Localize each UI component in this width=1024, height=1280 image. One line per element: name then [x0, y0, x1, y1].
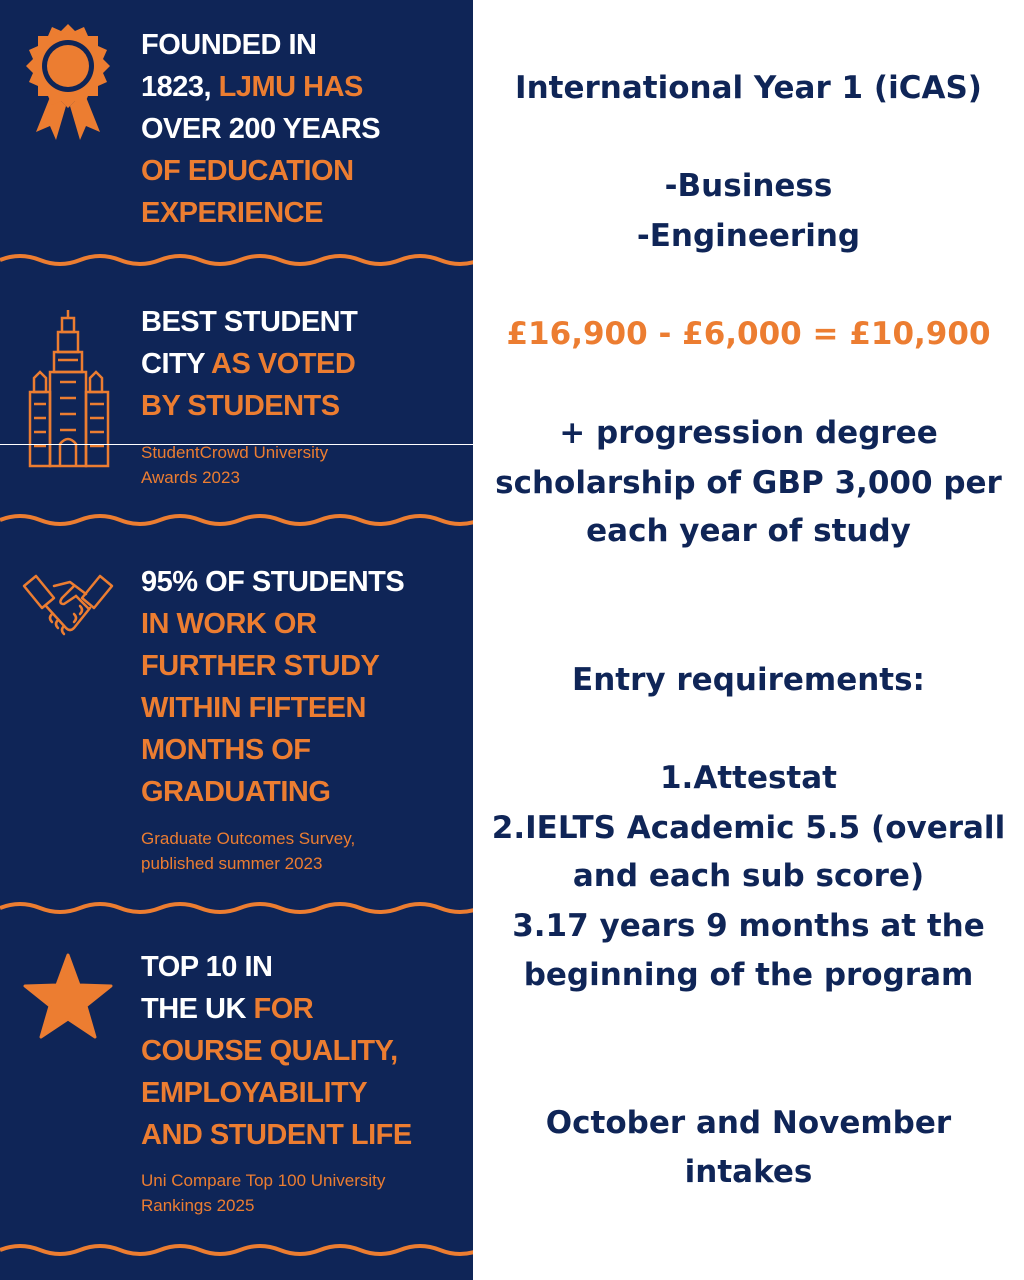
headline-line	[141, 24, 471, 66]
requirement-item: 2.IELTS Academic 5.5 (overall	[491, 810, 1006, 846]
stat-founded-headline	[141, 24, 471, 234]
headline-line	[141, 150, 471, 192]
wave-divider	[0, 512, 473, 532]
requirement-item: 3.17 years 9 months at the	[512, 908, 985, 944]
headline-line	[141, 192, 471, 234]
headline-line	[141, 729, 471, 771]
headline-line	[141, 66, 471, 108]
headline-segment: 1823,	[141, 71, 219, 103]
source-line: Uni Compare Top 100 University	[141, 1171, 386, 1190]
headline-line	[141, 385, 471, 427]
liver-building-icon	[24, 308, 114, 470]
headline-segment: OF EDUCATION	[141, 155, 354, 187]
source-line: Rankings 2025	[141, 1196, 255, 1215]
headline-segment: AND STUDENT LIFE	[141, 1119, 412, 1151]
subject-item: -Engineering	[636, 218, 861, 254]
headline-line	[141, 1072, 471, 1114]
headline-segment: FURTHER STUDY	[141, 650, 380, 682]
stat-city-headline	[141, 301, 471, 427]
headline-line	[141, 301, 471, 343]
wave-divider	[0, 1242, 473, 1262]
source-line: StudentCrowd University	[141, 443, 329, 462]
headline-line	[141, 988, 471, 1030]
headline-segment: EXPERIENCE	[141, 197, 323, 229]
scholarship-line: scholarship of GBP 3,000 per	[495, 465, 1002, 501]
headline-line	[141, 687, 471, 729]
headline-line	[141, 603, 471, 645]
stat-employment-headline	[141, 561, 471, 813]
stats-panel	[0, 0, 473, 1280]
headline-line	[141, 1114, 471, 1156]
headline-segment: IN WORK OR	[141, 608, 317, 640]
headline-line	[141, 771, 471, 813]
headline-line	[141, 946, 471, 988]
scholarship-line: each year of study	[586, 513, 911, 549]
headline-segment: OVER 200 YEARS	[141, 113, 381, 145]
stat-ranking-headline	[141, 946, 471, 1156]
headline-line	[141, 561, 471, 603]
award-ribbon-icon	[22, 22, 114, 152]
headline-segment: EMPLOYABILITY	[141, 1077, 368, 1109]
headline-segment: COURSE QUALITY,	[141, 1035, 398, 1067]
price-calculation: £16,900 - £6,000 = £10,900	[506, 316, 991, 352]
intakes-line: October and November	[545, 1105, 952, 1141]
headline-line	[141, 108, 471, 150]
wave-divider	[0, 900, 473, 920]
star-icon	[22, 952, 114, 1040]
program-info-panel	[473, 0, 1024, 1280]
headline-segment: FOR	[253, 993, 314, 1025]
headline-segment: BY STUDENTS	[141, 390, 340, 422]
headline-segment: TOP 10 IN	[141, 951, 273, 983]
headline-segment: CITY	[141, 348, 212, 380]
headline-segment: FOUNDED IN	[141, 29, 317, 61]
headline-segment: THE UK	[141, 993, 254, 1025]
program-title: International Year 1 (iCAS)	[515, 70, 982, 106]
headline-line	[141, 343, 471, 385]
source-line: published summer 2023	[141, 854, 323, 873]
headline-segment: WITHIN FIFTEEN	[141, 692, 366, 724]
headline-segment: LJMU HAS	[218, 71, 363, 103]
stat-employment-source	[141, 826, 461, 876]
headline-line	[141, 1030, 471, 1072]
requirement-item: and each sub score)	[572, 858, 925, 894]
headline-line	[141, 645, 471, 687]
headline-segment: 95% OF STUDENTS	[141, 566, 405, 598]
source-line: Graduate Outcomes Survey,	[141, 829, 356, 848]
stat-city-source	[141, 440, 461, 490]
headline-segment: MONTHS OF	[141, 734, 311, 766]
headline-segment: AS VOTED	[211, 348, 356, 380]
stat-ranking-source	[141, 1168, 461, 1218]
source-line: Awards 2023	[141, 468, 240, 487]
requirement-item: beginning of the program	[523, 957, 974, 993]
entry-requirements-title: Entry requirements:	[572, 662, 925, 698]
handshake-icon	[22, 572, 114, 638]
wave-divider	[0, 252, 473, 272]
intakes-line: intakes	[684, 1154, 813, 1190]
subject-item: -Business	[664, 168, 833, 204]
scholarship-line: + progression degree	[559, 415, 938, 451]
requirement-item: 1.Attestat	[659, 760, 837, 796]
headline-segment: BEST STUDENT	[141, 306, 358, 338]
headline-segment: GRADUATING	[141, 776, 331, 808]
